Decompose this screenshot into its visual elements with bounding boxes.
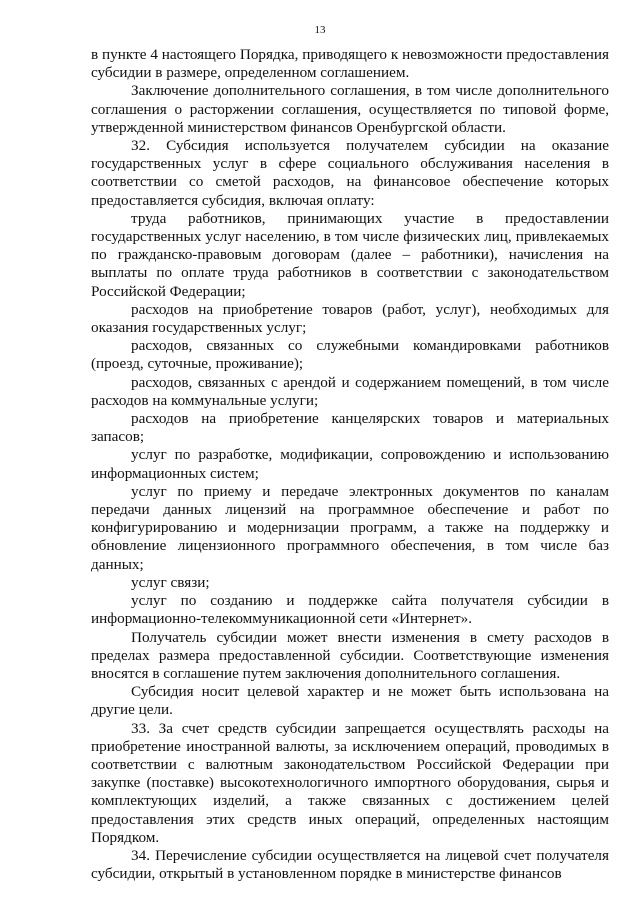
list-item-stationery: расходов на приобретение канцелярских товаров и материальных запасов; xyxy=(91,410,609,446)
paragraph-target-use: Субсидия носит целевой характер и не может быть использована на другие цели. xyxy=(91,683,609,719)
paragraph-item-33: 33. За счет средств субсидии запрещается осуществлять расходы на приобретение иностранной валюты, за исключением операций, проводимых в соответствии с валютным законодательством Российской Федерации при закупке (поставке) высокотехнологичного импортного оборудования, сырья и комплектующих изделий, а также связанных с достижением целей предоставления этих средств иных операций, определенных настоящим Порядком. xyxy=(91,719,609,846)
list-item-travel: расходов, связанных со служебными командировками работников (проезд, суточные, проживание); xyxy=(91,337,609,373)
page-number: 13 xyxy=(314,24,326,36)
document-body xyxy=(91,46,609,883)
paragraph-additional-agreement: Заключение дополнительного соглашения, в том числе дополнительного соглашения о расторжении соглашения, осуществляется по типовой форме, утвержденной министерством финансов Оренбургской области. xyxy=(91,82,609,136)
list-item-edocs: услуг по приему и передаче электронных документов по каналам передачи данных лицензий на программное обеспечение и работ по конфигурированию и модернизации программ, а также на поддержку и обновление лицензионного программного обеспечения, в том числе баз данных; xyxy=(91,482,609,573)
list-item-website: услуг по созданию и поддержке сайта получателя субсидии в информационно-телекоммуникационной сети «Интернет». xyxy=(91,592,609,628)
list-item-info-systems: услуг по разработке, модификации, сопровождению и использованию информационных систем; xyxy=(91,446,609,482)
paragraph-estimate-changes: Получатель субсидии может внести изменения в смету расходов в пределах размера предоставленной субсидии. Соответствующие изменения вносятся в соглашение путем заключения дополнительного соглашения. xyxy=(91,628,609,682)
paragraph-continuation: в пункте 4 настоящего Порядка, приводящего к невозможности предоставления субсидии в размере, определенном соглашением. xyxy=(91,46,609,82)
list-item-communications: услуг связи; xyxy=(131,573,210,591)
paragraph-item-32: 32. Субсидия используется получателем субсидии на оказание государственных услуг в сфере социального обслуживания населения в соответствии со сметой расходов, на финансовое обеспечение которых предоставляется субсидия, включая оплату: xyxy=(91,137,609,209)
list-item-labor: труда работников, принимающих участие в предоставлении государственных услуг населению, в том числе физических лиц, привлекаемых по гражданско-правовым договорам (далее – работники), начисления на выплаты по оплате труда работников в соответствии с законодательством Российской Федерации; xyxy=(91,209,609,300)
list-item-premises: расходов, связанных с арендой и содержанием помещений, в том числе расходов на коммунальные услуги; xyxy=(91,373,609,409)
list-item-goods: расходов на приобретение товаров (работ, услуг), необходимых для оказания государственных услуг; xyxy=(91,300,609,337)
paragraph-item-34: 34. Перечисление субсидии осуществляется на лицевой счет получателя субсидии, открытый в установленном порядке в министерстве финансов xyxy=(91,846,609,883)
